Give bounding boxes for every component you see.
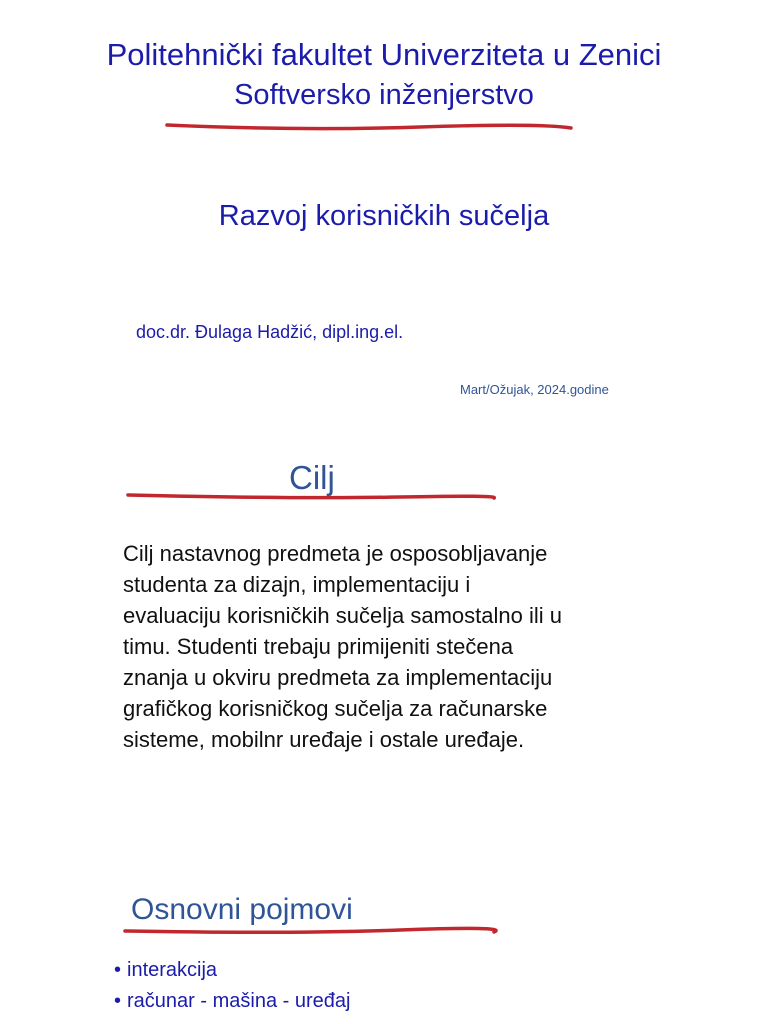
cilj-line: sisteme, mobilnr uređaje i ostale uređaje.	[123, 727, 525, 752]
course-title: Razvoj korisničkih sučelja	[218, 200, 550, 232]
list-item-label: računar - mašina - uređaj	[127, 990, 351, 1012]
osnovni-pojmovi-heading: Osnovni pojmovi	[131, 893, 353, 926]
cilj-line: studenta za dizajn, implementaciju i	[123, 572, 471, 597]
cilj-line: grafičkog korisničkog sučelja za računarske	[123, 696, 548, 721]
cilj-line: evaluaciju korisničkih sučelja samostalno ili u	[123, 603, 562, 628]
list-item	[114, 955, 350, 986]
cilj-line: Cilj nastavnog predmeta je osposobljavanje	[123, 541, 548, 566]
cilj-line: znanja u okviru predmeta za implementaciju	[123, 665, 553, 690]
osnovni-pojmovi-list	[114, 955, 350, 1017]
list-item	[114, 986, 350, 1017]
author-name: doc.dr. Đulaga Hadžić, dipl.ing.el.	[136, 322, 404, 342]
bullet-icon: •	[114, 990, 122, 1012]
bullet-icon: •	[114, 959, 122, 981]
presentation-date: Mart/Ožujak, 2024.godine	[460, 382, 609, 397]
cilj-line: timu. Studenti trebaju primijeniti stečena	[123, 634, 514, 659]
program-title: Softversko inženjerstvo	[234, 79, 534, 111]
cilj-heading: Cilj	[289, 459, 335, 496]
list-item-label: interakcija	[127, 959, 218, 981]
institution-title: Politehnički fakultet Univerziteta u Zenici	[106, 37, 662, 72]
